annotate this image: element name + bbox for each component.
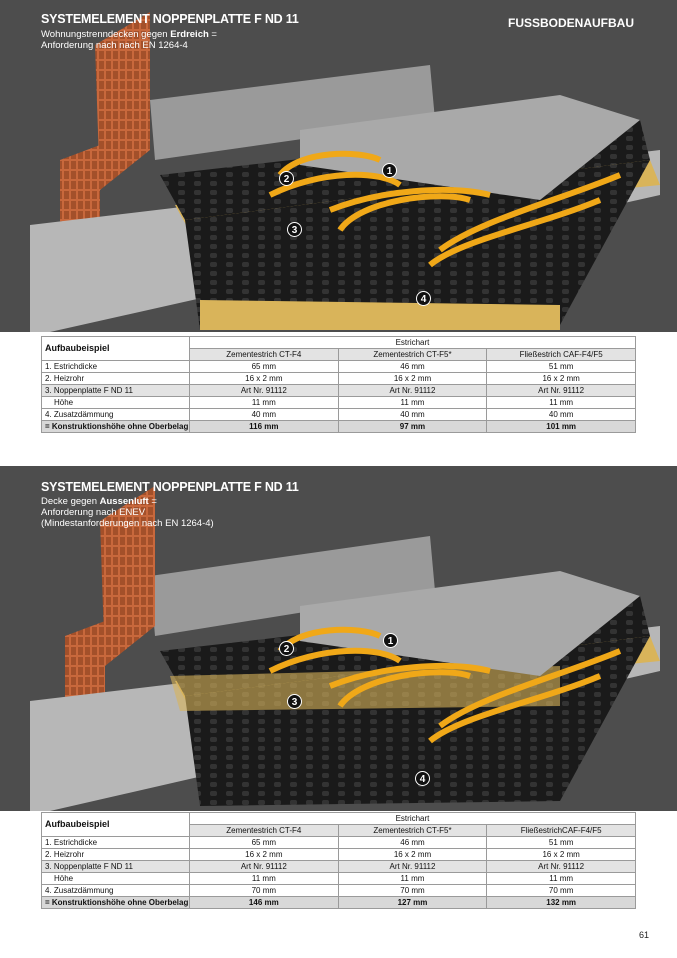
row-label: 2. Heizrohr [42, 373, 190, 385]
table-cell: 11 mm [487, 873, 636, 885]
table-cell: 65 mm [190, 837, 339, 849]
table-header-label: Aufbaubeispiel [42, 813, 190, 837]
table-row [42, 361, 636, 373]
build-up-table-1 [41, 336, 636, 433]
table-cell: 16 x 2 mm [487, 373, 636, 385]
panel-title: SYSTEMELEMENT NOPPENPLATTE F ND 11 [41, 12, 299, 26]
table-cell: 40 mm [487, 409, 636, 421]
table-cell: 70 mm [487, 885, 636, 897]
marker-4: 4 [416, 291, 431, 306]
table-cell: 51 mm [487, 361, 636, 373]
row-label: = Konstruktionshöhe ohne Oberbelag [42, 421, 190, 433]
row-label: 1. Estrichdicke [42, 837, 190, 849]
table-row [42, 861, 636, 873]
table-cell: 65 mm [190, 361, 339, 373]
table-total-row [42, 421, 636, 433]
column-header: Zementestrich CT-F4 [190, 825, 339, 837]
column-header: Zementestrich CT-F5* [338, 825, 487, 837]
table-cell: 132 mm [487, 897, 636, 909]
section-tag: FUSSBODENAUFBAU [508, 16, 634, 30]
table-group-label: Estrichart [190, 813, 636, 825]
page-number: 61 [638, 930, 649, 940]
table-cell: 146 mm [190, 897, 339, 909]
row-label: = Konstruktionshöhe ohne Oberbelag [42, 897, 190, 909]
table-cell: 16 x 2 mm [338, 849, 487, 861]
marker-1: 1 [382, 163, 397, 178]
table-cell: 16 x 2 mm [190, 373, 339, 385]
table-group-label: Estrichart [190, 337, 636, 349]
table-header-label: Aufbaubeispiel [42, 337, 190, 361]
table-row [42, 385, 636, 397]
column-header: Zementestrich CT-F5* [338, 349, 487, 361]
table-row [42, 397, 636, 409]
panel-title: SYSTEMELEMENT NOPPENPLATTE F ND 11 [41, 480, 299, 494]
marker-3: 3 [287, 694, 302, 709]
table-row [42, 873, 636, 885]
table-cell: Art Nr. 91112 [338, 385, 487, 397]
table-cell: 70 mm [338, 885, 487, 897]
table-total-row [42, 897, 636, 909]
table-cell: Art Nr. 91112 [190, 861, 339, 873]
table-cell: 51 mm [487, 837, 636, 849]
row-label: 3. Noppenplatte F ND 11 [42, 861, 190, 873]
table-cell: 127 mm [338, 897, 487, 909]
row-label: 4. Zusatzdämmung [42, 885, 190, 897]
table-cell: 97 mm [338, 421, 487, 433]
table-cell: 11 mm [338, 397, 487, 409]
table-cell: 70 mm [190, 885, 339, 897]
panel-subtitle: Wohnungstrenndecken gegen Erdreich = Anforderung nach nach EN 1264-4 [41, 29, 217, 51]
table-cell: Art Nr. 91112 [338, 861, 487, 873]
table-cell: 11 mm [487, 397, 636, 409]
row-label: 3. Noppenplatte F ND 11 [42, 385, 190, 397]
table-cell: 11 mm [338, 873, 487, 885]
column-header: FließestrichCAF-F4/F5 [487, 825, 636, 837]
table-row [42, 849, 636, 861]
table-row [42, 373, 636, 385]
table-cell: 101 mm [487, 421, 636, 433]
marker-4: 4 [415, 771, 430, 786]
build-up-table-2 [41, 812, 636, 909]
table-cell: 40 mm [338, 409, 487, 421]
table-cell: Art Nr. 91112 [487, 385, 636, 397]
table-row [42, 409, 636, 421]
row-label: Höhe [42, 873, 190, 885]
marker-2: 2 [279, 641, 294, 656]
marker-2: 2 [279, 171, 294, 186]
column-header: Fließestrich CAF-F4/F5 [487, 349, 636, 361]
table-cell: 116 mm [190, 421, 339, 433]
row-label: Höhe [42, 397, 190, 409]
table-cell: 46 mm [338, 837, 487, 849]
table-row [42, 837, 636, 849]
marker-1: 1 [383, 633, 398, 648]
table-cell: 16 x 2 mm [487, 849, 636, 861]
table-cell: Art Nr. 91112 [487, 861, 636, 873]
table-cell: Art Nr. 91112 [190, 385, 339, 397]
row-label: 1. Estrichdicke [42, 361, 190, 373]
table-cell: 40 mm [190, 409, 339, 421]
marker-3: 3 [287, 222, 302, 237]
floor-build-up-illustration-1 [0, 0, 677, 332]
row-label: 2. Heizrohr [42, 849, 190, 861]
table-row [42, 885, 636, 897]
table-cell: 11 mm [190, 397, 339, 409]
table-cell: 16 x 2 mm [190, 849, 339, 861]
table-cell: 11 mm [190, 873, 339, 885]
table-cell: 46 mm [338, 361, 487, 373]
panel-subtitle: Decke gegen Aussenluft = Anforderung nach ENEV (Mindestanforderungen nach EN 1264-4) [41, 496, 214, 529]
table-cell: 16 x 2 mm [338, 373, 487, 385]
floor-build-up-illustration-2 [0, 466, 677, 811]
column-header: Zementestrich CT-F4 [190, 349, 339, 361]
row-label: 4. Zusatzdämmung [42, 409, 190, 421]
